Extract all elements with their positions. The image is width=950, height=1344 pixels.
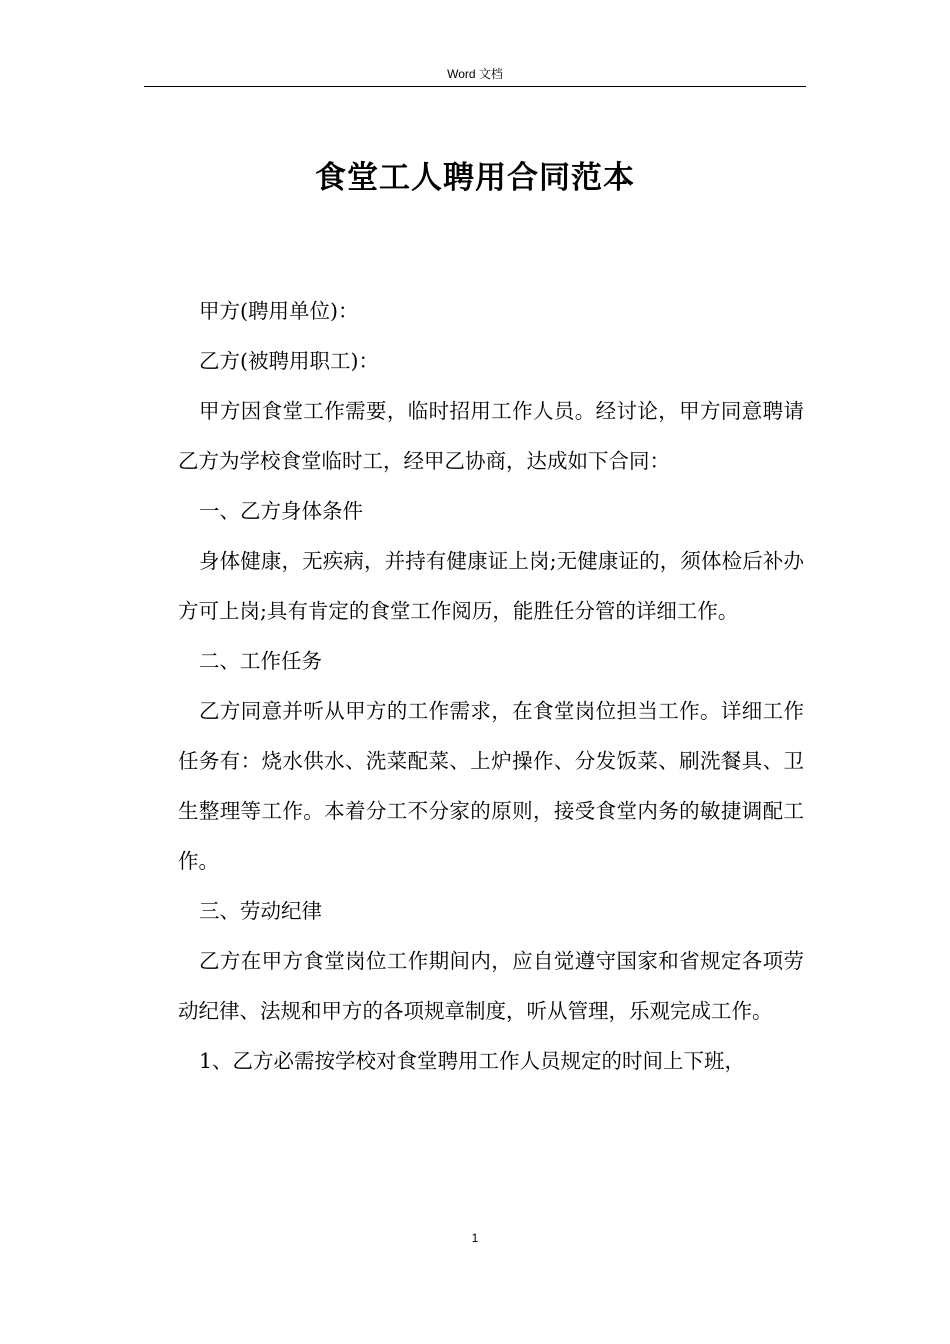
section-heading-discipline: 三、劳动纪律 (199, 899, 322, 923)
document-title: 食堂工人聘用合同范本 (315, 160, 635, 196)
paragraph-party-b: 乙方(被聘用职工)： (199, 349, 379, 373)
header-rule (144, 86, 806, 87)
paragraph-party-a: 甲方(聘用单位)： (199, 299, 359, 323)
document-body (178, 286, 804, 1086)
section-heading-tasks: 二、工作任务 (199, 649, 322, 673)
header-label: Word 文档 (447, 67, 503, 81)
section-heading-health: 一、乙方身体条件 (199, 499, 363, 523)
paragraph-preamble: 甲方因食堂工作需要，临时招用工作人员。经讨论，甲方同意聘请乙方为学校食堂临时工，经甲乙协商，达成如下合同： (178, 399, 804, 473)
page-number: 1 (471, 1231, 479, 1245)
paragraph-discipline: 乙方在甲方食堂岗位工作期间内，应自觉遵守国家和省规定各项劳动纪律、法规和甲方的各项规章制度，听从管理，乐观完成工作。 (178, 949, 804, 1023)
paragraph-health: 身体健康，无疾病，并持有健康证上岗;无健康证的，须体检后补办方可上岗;具有肯定的食堂工作阅历，能胜任分管的详细工作。 (178, 549, 804, 623)
paragraph-tasks: 乙方同意并听从甲方的工作需求，在食堂岗位担当工作。详细工作任务有：烧水供水、洗菜配菜、上炉操作、分发饭菜、刷洗餐具、卫生整理等工作。本着分工不分家的原则，接受食堂内务的敏捷调配工作。 (178, 699, 804, 873)
paragraph-clause-1: 1、乙方必需按学校对食堂聘用工作人员规定的时间上下班， (199, 1049, 746, 1073)
